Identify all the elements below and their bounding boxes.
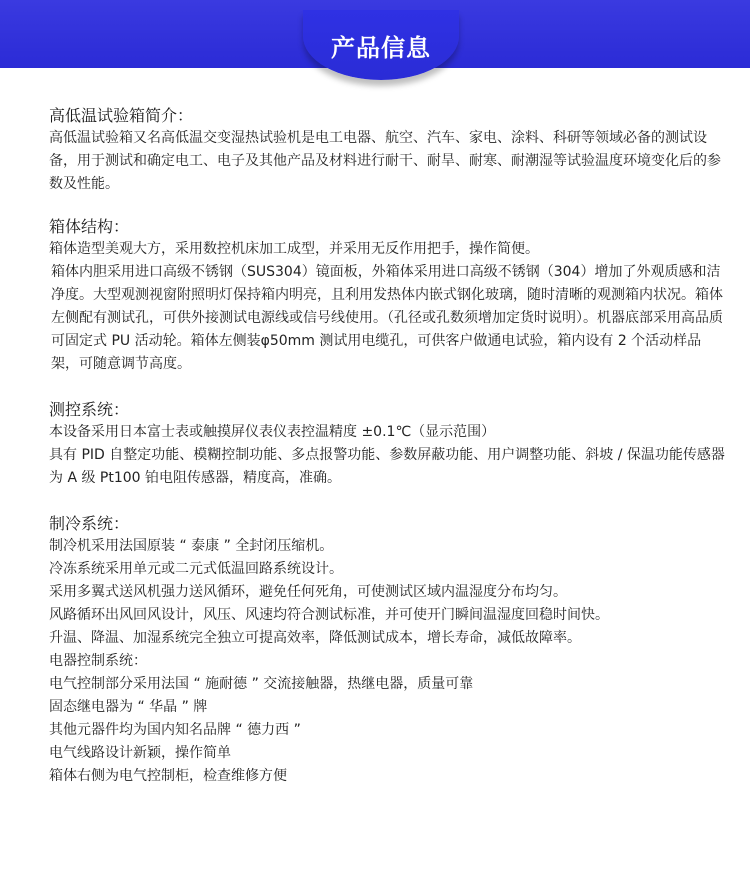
content [49, 104, 729, 788]
title-tab [303, 10, 459, 80]
page-title: 产品信息 [331, 34, 431, 62]
paragraph: 固态继电器为 “ 华晶 ” 牌 [49, 699, 208, 715]
paragraph: 制冷机采用法国原装 “ 泰康 ” 全封闭压缩机。 [49, 538, 334, 554]
paragraph: 高低温试验箱又名高低温交变湿热试验机是电工电器、航空、汽车、家电、涂料、科研等领域必备的测试设备，用于测试和确定电工、电子及其他产品及材料进行耐干、耐旱、耐寒、耐潮湿等试验温度环境变化后的参数及性能。 [49, 130, 721, 192]
paragraph: 电器控制系统： [49, 653, 147, 669]
paragraph: 箱体造型美观大方，采用数控机床加工成型，并采用无反作用把手，操作简便。 [49, 241, 539, 257]
section-heading: 箱体结构： [49, 217, 130, 236]
section-heading: 测控系统： [49, 400, 130, 419]
paragraph: 电气控制部分采用法国 “ 施耐德 ” 交流接触器，热继电器，质量可靠 [49, 676, 474, 692]
section-heading: 制冷系统： [49, 514, 130, 533]
paragraph: 升温、降温、加湿系统完全独立可提高效率，降低测试成本，增长寿命，减低故障率。 [49, 630, 581, 646]
section-intro [49, 104, 729, 196]
paragraph: 电气线路设计新颖，操作简单 [49, 745, 231, 761]
section-structure [49, 215, 729, 376]
paragraph: 冷冻系统采用单元或二元式低温回路系统设计。 [49, 561, 343, 577]
section-control [49, 398, 729, 490]
paragraph: 具有 PID 自整定功能、模糊控制功能、多点报警功能、参数屏蔽功能、用户调整功能、斜坡 / 保温功能传感器为 A 级 Pt100 铂电阻传感器，精度高，准确。 [49, 447, 725, 486]
paragraph: 箱体内胆采用进口高级不锈钢（SUS304）镜面板，外箱体采用进口高级不锈钢（304）增加了外观质感和洁净度。大型观测视窗附照明灯保持箱内明亮，且利用发热体内嵌式钢化玻璃，随时清晰的观测箱内状况。箱体左侧配有测试孔，可供外接测试电源线或信号线使用。（孔径或孔数须增加定货时说明）。机器底部采用高品质可固定式 PU 活动轮。箱体左侧装φ50mm 测试用电缆孔，可供客户做通电试验，箱内设有 2 个活动样品架，可随意调节高度。 [51, 264, 723, 372]
paragraph: 风路循环出风回风设计，风压、风速均符合测试标准，并可使开门瞬间温湿度回稳时间快。 [49, 607, 609, 623]
section-refrigeration [49, 512, 729, 788]
section-heading: 高低温试验箱简介： [49, 106, 194, 125]
paragraph: 其他元器件均为国内知名品牌 “ 德力西 ” [49, 722, 301, 738]
paragraph: 箱体右侧为电气控制柜，检查维修方便 [49, 768, 287, 784]
paragraph: 采用多翼式送风机强力送风循环，避免任何死角，可使测试区域内温湿度分布均匀。 [49, 584, 567, 600]
paragraph: 本设备采用日本富士表或触摸屏仪表仪表控温精度 ±0.1℃（显示范围） [49, 424, 496, 440]
